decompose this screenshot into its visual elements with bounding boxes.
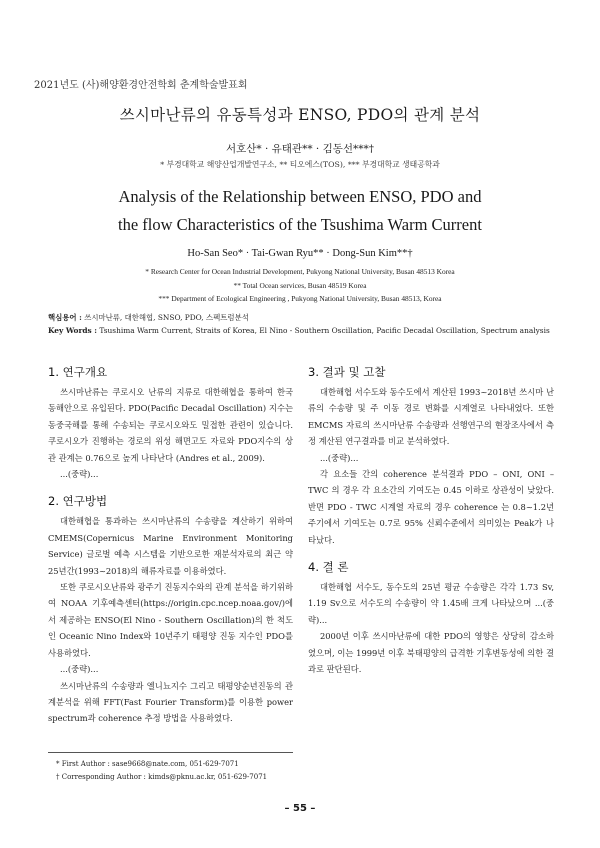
section-2-omitted: ...(중략)... bbox=[60, 664, 99, 675]
right-column bbox=[308, 363, 554, 678]
affiliations-english bbox=[0, 265, 600, 306]
keywords-en: Tsushima Warm Current, Straits of Korea, El Nino - Southern Oscillation, Pacific Decadal Oscillation, Spectrum analysis bbox=[99, 326, 550, 335]
authors-english: Ho-San Seo* · Tai-Gwan Ryu** · Dong-Sun Kim**† bbox=[187, 248, 413, 259]
section-1-paragraph: 쓰시마난류는 쿠로시오 난류의 지류로 대한해협을 통하여 한국 동해안으로 유입된다. PDO(Pacific Decadal Oscillation) 지수는 동중국해를 통해 수송되는 쿠로시오와도 밀접한 관련이 있습니다. 쿠로시오가 진행하는 경로의 위성 해면고도 자료와 PDO지수의 상관 관계는 0.76으로 높게 나타난다 (Andres et al., 2009). bbox=[48, 387, 293, 463]
section-3-paragraph-2: 각 요소들 간의 coherence 분석결과 PDO – ONI, ONI – TWC 의 경우 각 요소간의 기여도는 0.45 이하로 상관성이 낮았다. 반면 PDO - TWC 시계열 자료의 경우 coherence 는 0.8~1.2년 주기에서 기여도는 0.7로 95% 신뢰수준에서 의미있는 Peak가 나타났다. bbox=[308, 469, 554, 545]
title-english-line2: the flow Characteristics of the Tsushima Warm Current bbox=[118, 215, 482, 234]
affiliation-korean: * 부경대학교 해양산업개발연구소, ** 티오에스(TOS), *** 부경대학교 생태공학과 bbox=[160, 160, 440, 169]
footnote-divider bbox=[48, 752, 293, 753]
section-4-heading: 4. 결 론 bbox=[308, 560, 349, 575]
affiliation-en-1: * Research Center for Ocean Industrial Development, Pukyong National University, Busan 48513 Korea bbox=[145, 267, 455, 276]
section-2-paragraph-1: 대한해협을 통과하는 쓰시마난류의 수송량을 계산하기 위하여 CMEMS(Copernicus Marine Environment Monitoring Service) 글로벌 예측 시스템을 기반으로한 재분석자료의 최근 약 25년간(1993~2018)의 해류자료를 이용하였다. bbox=[48, 516, 293, 576]
conference-header: 2021년도 (사)해양환경안전학회 춘계학술발표회 bbox=[34, 80, 248, 91]
footnote-corresponding-author: † Corresponding Author : kimds@pknu.ac.kr, 051-629-7071 bbox=[56, 772, 268, 781]
title-english bbox=[0, 183, 600, 239]
affiliation-en-2: ** Total Ocean services, Busan 48519 Korea bbox=[233, 280, 367, 290]
keywords-en-label: Key Words : bbox=[48, 326, 97, 335]
affiliation-en-3: *** Department of Ecological Engineering , Pukyong National University, Busan 48513, Korea bbox=[158, 294, 442, 303]
section-2-heading: 2. 연구방법 bbox=[48, 494, 108, 509]
authors-korean: 서호산* · 유태관** · 김동선***† bbox=[225, 143, 375, 155]
section-2-paragraph-3: 쓰시마난류의 수송량과 엘니뇨지수 그리고 태평양순년진동의 관계분석을 위해 FFT(Fast Fourier Transform)를 이용한 power spectrum과 coherence 추정 방법을 사용하였다. bbox=[48, 680, 293, 724]
section-4-paragraph-1: 대한해협 서수도, 동수도의 25년 평균 수송량은 각각 1.73 Sv, 1.19 Sv으로 서수도의 수송량이 약 1.45배 크게 나타났으며 ...(중략)... bbox=[308, 582, 554, 625]
section-3-paragraph-1: 대한해협 서수도와 동수도에서 계산된 1993~2018년 쓰시마 난류의 수송량 및 주 이동 경로 변화를 시계열로 나타내었다. 또한 EMCMS 자료의 쓰시마난류 수송량과 선행연구의 현장조사에서 측정 계산된 연구결과를 비교 분석하였다. bbox=[308, 387, 554, 447]
page-number: – 55 – bbox=[284, 803, 316, 814]
footnote-first-author: * First Author : sase9668@nate.com, 051-629-7071 bbox=[56, 760, 239, 768]
section-3-heading: 3. 결과 및 고찰 bbox=[308, 365, 386, 379]
keywords-ko-label: 핵심용어 : bbox=[48, 313, 82, 322]
title-english-line1: Analysis of the Relationship between ENSO, PDO and bbox=[118, 187, 482, 206]
section-1-heading: 1. 연구개요 bbox=[48, 365, 108, 379]
keywords-ko: 쓰시마난류, 대한해협, SNSO, PDO, 스펙트럼분석 bbox=[84, 313, 249, 322]
section-3-omitted: ...(중략)... bbox=[320, 452, 359, 463]
section-2-paragraph-2: 또한 쿠로시오난류와 광주기 진동지수와의 관계 분석을 하기위하여 NOAA 기후예측센터(https://origin.cpc.ncep.noaa.gov/)에서 제공하는 ENSO(El Nino - Southern Oscillation)의 한 척도인 Oceanic Nino Index와 10년주기 태평양 진동 지수인 PDO를 사용하였다. bbox=[48, 582, 293, 658]
left-column bbox=[48, 363, 293, 727]
title-korean: 쓰시마난류의 유동특성과 ENSO, PDO의 관계 분석 bbox=[119, 106, 481, 124]
keywords-block bbox=[48, 311, 550, 337]
footnotes bbox=[56, 758, 267, 783]
section-4-paragraph-2: 2000년 이후 쓰시마난류에 대한 PDO의 영향은 상당히 감소하였으며, 이는 1999년 이후 북태평양의 급격한 기후변동성에 의한 결과로 판단된다. bbox=[308, 631, 554, 675]
section-1-omitted: ...(중략)... bbox=[60, 469, 99, 480]
